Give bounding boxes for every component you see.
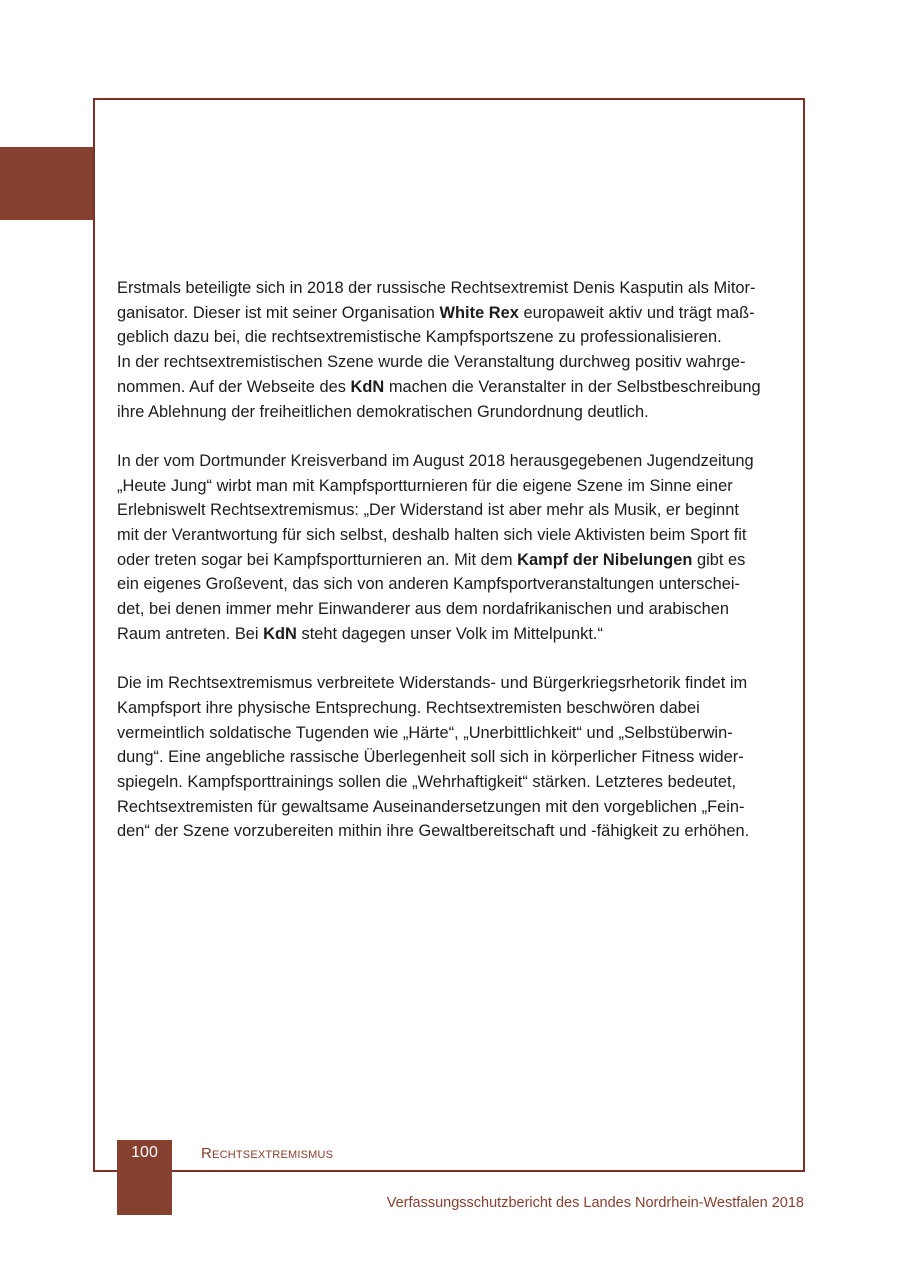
bold-term-white-rex: White Rex [439,303,519,322]
bold-term-kdn: KdN [350,377,385,396]
text-line: Rechtsextremisten für gewaltsame Auseinandersetzungen mit den vorgeblichen „Fein- [117,797,745,816]
main-text [117,276,789,869]
text-line: geblich dazu bei, die rechtsextremistische Kampfsportszene zu professionalisieren. [117,328,722,347]
paragraph-1 [117,276,789,424]
bold-term-kampf-der-nibelungen: Kampf der Nibelungen [517,550,693,569]
text-line: dung“. Eine angebliche rassische Überlegenheit soll sich in körperlicher Fitness wider- [117,748,744,767]
text-line: ihre Ablehnung der freiheitlichen demokratischen Grundordnung deutlich. [117,402,649,421]
text-line: det, bei denen immer mehr Einwanderer aus dem nordafrikanischen und arabischen [117,600,729,619]
text-line: Die im Rechtsextremismus verbreitete Widerstands- und Bürgerkriegsrhetorik findet im [117,674,748,693]
running-section-title: Rechtsextremismus [201,1145,334,1162]
text-line: nommen. Auf der Webseite des KdN machen die Veranstalter in der Selbstbeschreibung [117,377,761,396]
text-line: Erlebniswelt Rechtsextremismus: „Der Widerstand ist aber mehr als Musik, er beginnt [117,501,739,520]
paragraph-3 [117,671,789,844]
text-line: In der vom Dortmunder Kreisverband im August 2018 herausgegebenen Jugendzeitung [117,451,754,470]
chapter-tab-marker [0,147,93,220]
bold-term-kdn: KdN [263,624,297,643]
paragraph-2 [117,449,789,647]
text-line: ganisator. Dieser ist mit seiner Organisation White Rex europaweit aktiv und trägt maß- [117,303,755,322]
text-line: Erstmals beteiligte sich in 2018 der russische Rechtsextremist Denis Kasputin als Mitor- [117,279,756,297]
text-line: spiegeln. Kampfsporttrainings sollen die „Wehrhaftigkeit“ stärken. Letzteres bedeutet, [117,773,737,792]
text-line: „Heute Jung“ wirbt man mit Kampfsportturnieren für die eigene Szene im Sinne einer [117,476,733,495]
text-line: mit der Verantwortung für sich selbst, deshalb halten sich viele Aktivisten beim Sport fit [117,526,747,545]
report-title: Verfassungsschutzbericht des Landes Nordrhein-Westfalen 2018 [386,1195,804,1211]
text-line: oder treten sogar bei Kampfsportturnieren an. Mit dem Kampf der Nibelungen gibt es [117,550,746,569]
text-line: In der rechtsextremistischen Szene wurde die Veranstaltung durchweg positiv wahrge- [117,353,746,372]
text-line: vermeintlich soldatische Tugenden wie „Härte“, „Unerbittlichkeit“ und „Selbstüberwin- [117,723,733,742]
text-line: ein eigenes Großevent, das sich von anderen Kampfsportveranstaltungen unterschei- [117,575,741,594]
page-number: 100 [131,1144,158,1161]
text-line: den“ der Szene vorzubereiten mithin ihre Gewaltbereitschaft und -fähigkeit zu erhöhen. [117,822,750,841]
text-line: Kampfsport ihre physische Entsprechung. Rechtsextremisten beschwören dabei [117,698,700,717]
text-line: Raum antreten. Bei KdN steht dagegen unser Volk im Mittelpunkt.“ [117,624,603,643]
